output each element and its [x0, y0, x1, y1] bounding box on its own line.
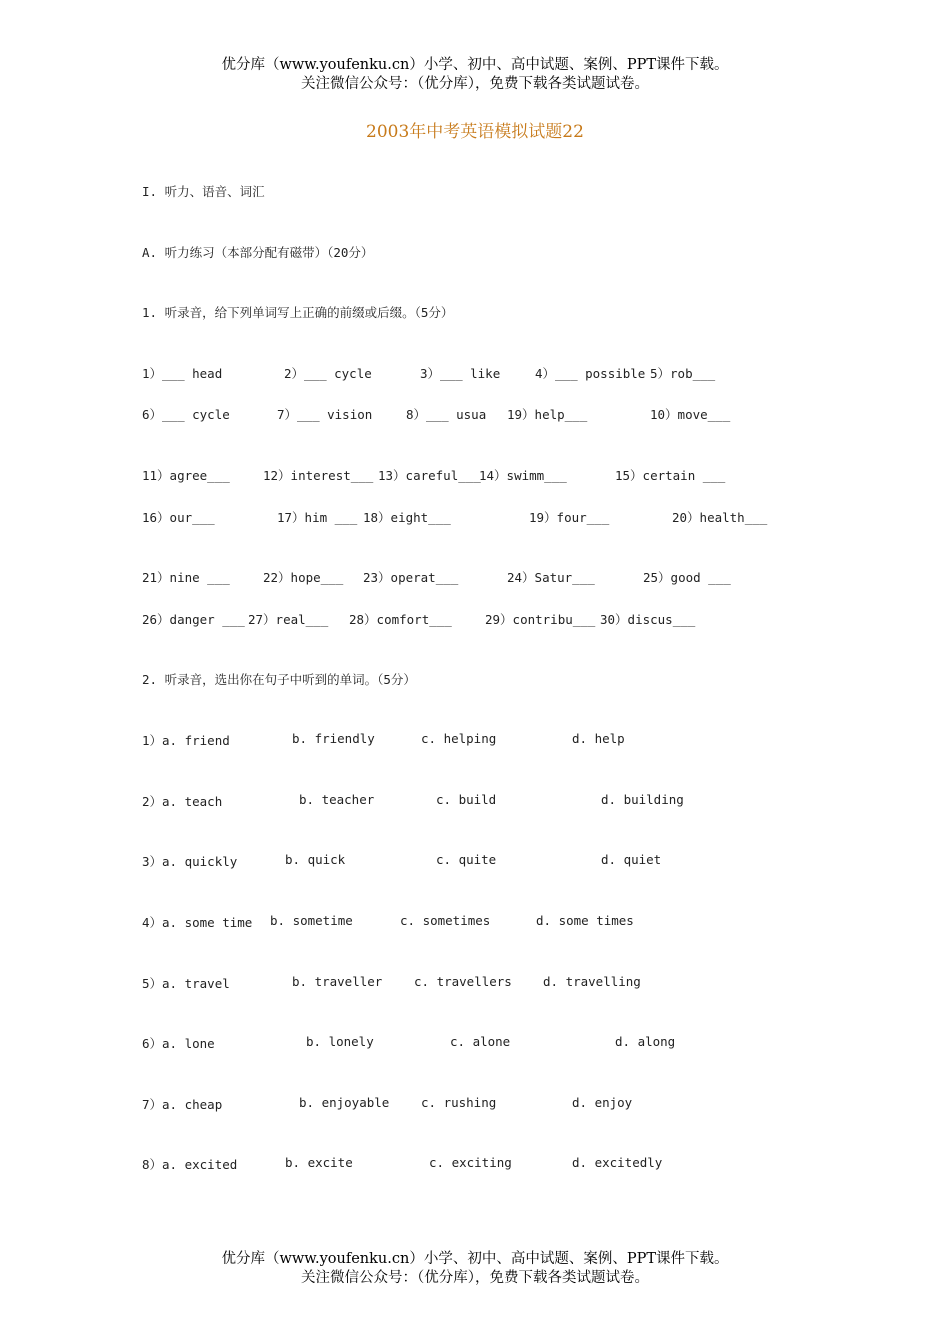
q2-option: b. sometime [270, 913, 353, 928]
document-title: 2003年中考英语模拟试题22 [366, 122, 584, 142]
q2-option: d. quiet [601, 852, 662, 867]
q2-option: d. building [601, 792, 684, 807]
q1-item: 6）___ cycle [142, 407, 230, 422]
q2-option: 2）a. teach [142, 794, 223, 809]
q1-item: 13）careful___ [378, 468, 481, 483]
q1-item: 19）four___ [529, 510, 610, 525]
q1-item: 14）swimm___ [479, 468, 567, 483]
question-1-instruction: 1. 听录音，给下列单词写上正确的前缀或后缀。（5分） [142, 305, 454, 320]
q2-option: c. helping [421, 731, 497, 746]
q2-option: c. sometimes [400, 913, 491, 928]
q2-option: d. travelling [543, 974, 641, 989]
q2-option: b. quick [285, 852, 346, 867]
q1-item: 28）comfort___ [349, 612, 452, 627]
q1-item: 18）eight___ [363, 510, 451, 525]
q2-option: d. along [615, 1034, 676, 1049]
q1-item: 27）real___ [248, 612, 329, 627]
q1-item: 30）discus___ [600, 612, 696, 627]
q1-item: 4）___ possible [535, 366, 646, 381]
q1-item: 22）hope___ [263, 570, 344, 585]
question-2-instruction: 2. 听录音，选出你在句子中听到的单词。（5分） [142, 672, 416, 687]
q1-item: 3）___ like [420, 366, 501, 381]
q2-option: d. enjoy [572, 1095, 633, 1110]
q2-option: 8）a. excited [142, 1157, 238, 1172]
q2-option: c. exciting [429, 1155, 512, 1170]
q1-item: 26）danger ___ [142, 612, 245, 627]
page-footer [0, 1250, 950, 1288]
q1-item: 24）Satur___ [507, 570, 595, 585]
q1-item: 17）him ___ [277, 510, 358, 525]
q2-option: b. traveller [292, 974, 383, 989]
q2-option: 1）a. friend [142, 733, 230, 748]
q2-option: c. travellers [414, 974, 512, 989]
page-header [0, 56, 950, 94]
q2-option: d. excitedly [572, 1155, 663, 1170]
q2-option: b. teacher [299, 792, 375, 807]
q1-item: 15）certain ___ [615, 468, 726, 483]
q1-item: 5）rob___ [650, 366, 716, 381]
q1-item: 23）operat___ [363, 570, 459, 585]
header-line-1: 优分库（www.youfenku.cn）小学、初中、高中试题、案例、PPT课件下载。 [221, 57, 729, 73]
q2-option: b. excite [285, 1155, 353, 1170]
q1-item: 12）interest___ [263, 468, 374, 483]
q1-item: 29）contribu___ [485, 612, 596, 627]
q2-option: 3）a. quickly [142, 854, 238, 869]
q1-item: 20）health___ [672, 510, 768, 525]
q2-option: 7）a. cheap [142, 1097, 223, 1112]
q1-item: 16）our___ [142, 510, 215, 525]
q2-option: d. help [572, 731, 625, 746]
q2-option: d. some times [536, 913, 634, 928]
q1-item: 8）___ usua [406, 407, 487, 422]
q2-option: b. enjoyable [299, 1095, 390, 1110]
q1-item: 25）good ___ [643, 570, 731, 585]
q2-option: c. rushing [421, 1095, 497, 1110]
header-line-2: 关注微信公众号：（优分库），免费下载各类试题试卷。 [301, 76, 649, 92]
footer-line-1: 优分库（www.youfenku.cn）小学、初中、高中试题、案例、PPT课件下载。 [221, 1251, 729, 1267]
q2-option: c. alone [450, 1034, 511, 1049]
section-heading-a: A. 听力练习（本部分配有磁带）（20分） [142, 245, 374, 260]
q2-option: 4）a. some time [142, 915, 253, 930]
q2-option: c. build [436, 792, 497, 807]
section-heading-1: I. 听力、语音、词汇 [142, 184, 265, 199]
q2-option: 5）a. travel [142, 976, 230, 991]
q2-option: 6）a. lone [142, 1036, 215, 1051]
q1-item: 2）___ cycle [284, 366, 372, 381]
q1-item: 1）___ head [142, 366, 223, 381]
q1-item: 11）agree___ [142, 468, 230, 483]
q2-option: b. friendly [292, 731, 375, 746]
q1-item: 19）help___ [507, 407, 588, 422]
q2-option: b. lonely [306, 1034, 374, 1049]
q1-item: 10）move___ [650, 407, 731, 422]
q2-option: c. quite [436, 852, 497, 867]
q1-item: 21）nine ___ [142, 570, 230, 585]
q1-item: 7）___ vision [277, 407, 373, 422]
footer-line-2: 关注微信公众号：（优分库），免费下载各类试题试卷。 [301, 1270, 649, 1286]
